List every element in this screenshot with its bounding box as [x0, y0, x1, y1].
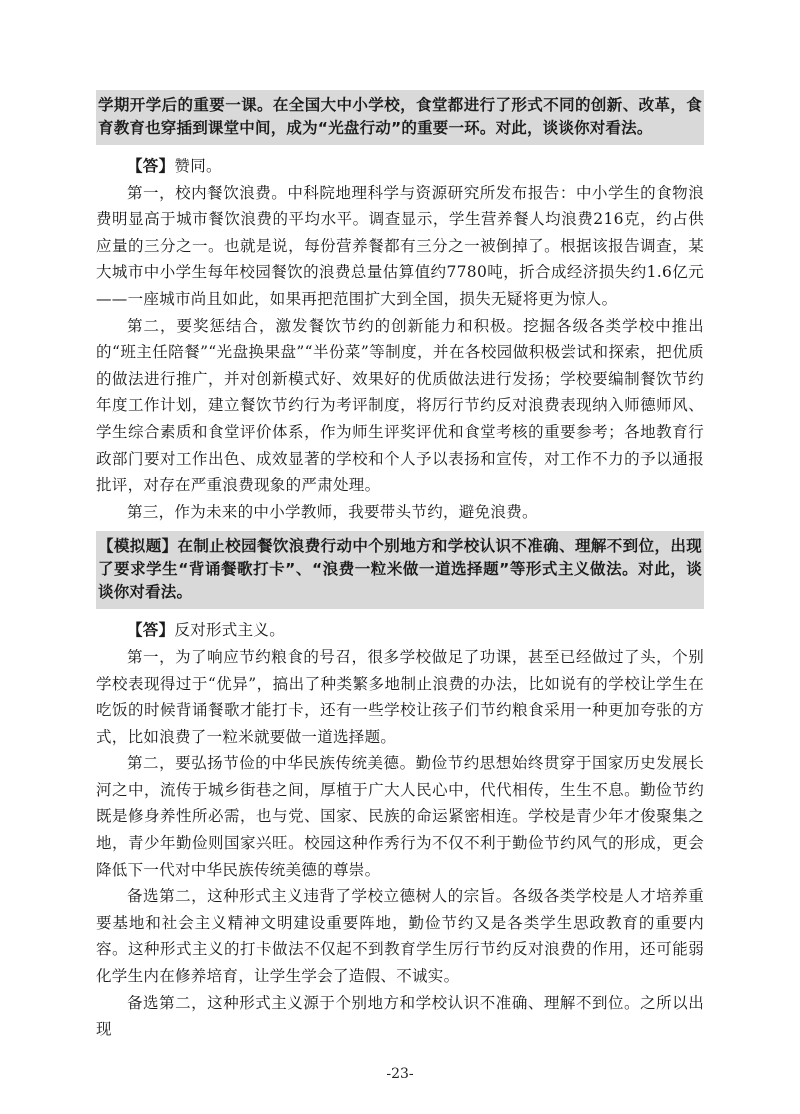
answer-2-stance: [96, 617, 704, 644]
answer-1-paragraph: 第三，作为未来的中小学教师，我要带头节约，避免浪费。: [127, 502, 538, 521]
page-number: -23-: [386, 1066, 414, 1082]
answer-1-paragraph: 第二，要奖惩结合，激发餐饮节约的创新能力和积极。挖掘各级各类学校中推出的“班主任陪餐”“光盘换果盘”“半份菜”等制度，并在各校园做积极尝试和探索，把优质的做法进行推广，并对创新模式好、效果好的优质做法进行发扬；学校要编制餐饮节约年度工作计划，建立餐饮节约行为考评制度，将厉行节约反对浪费表现纳入师德师风、学生综合素质和食堂评价体系，作为师生评奖评优和食堂考核的重要参考；各地教育行政部门要对工作出色、成效显著的学校和个人予以表扬和宣传，对工作不力的予以通报批评，对存在严重浪费现象的严肃处理。: [96, 316, 704, 495]
question-box-1: [96, 90, 704, 145]
answer-2-paragraph: 第一，为了响应节约粮食的号召，很多学校做足了功课，甚至已经做过了头，个别学校表现得过于“优异”，搞出了种类繁多地制止浪费的办法，比如说有的学校让学生在吃饭的时候背诵餐歌才能打卡，还有一些学校让孩子们节约粮食采用一种更加夸张的方式，比如浪费了一粒米就要做一道选择题。: [96, 647, 704, 746]
answer-2-paragraph: 备选第二，这种形式主义源于个别地方和学校认识不准确、理解不到位。之所以出现: [96, 993, 704, 1039]
answer-2-paragraph: 备选第二，这种形式主义违背了学校立德树人的宗旨。各级各类学校是人才培养重要基地和社会主义精神文明建设重要阵地，勤俭节约又是各类学生思政教育的重要内容。这种形式主义的打卡做法不仅起不到教育学生厉行节约反对浪费的作用，还可能弱化学生内在修养培育，让学生学会了造假、不诚实。: [96, 887, 704, 986]
question-2-tag: 【模拟题】: [98, 537, 178, 556]
answer-tag: 【答】: [127, 157, 175, 175]
answer-1-paragraph: 第一，校内餐饮浪费。中科院地理科学与资源研究所发布报告：中小学生的食物浪费明显高于城市餐饮浪费的平均水平。调查显示，学生营养餐人均浪费216克，约占供应量的三分之一。也就是说，每份营养餐都有三分之一被倒掉了。根据该报告调查，某大城市中小学生每年校园餐饮的浪费总量估算值约7780吨，折合成经济损失约1.6亿元——一座城市尚且如此，如果再把范围扩大到全国，损失无疑将更为惊人。: [96, 183, 704, 308]
document-page: [96, 90, 704, 1043]
answer-2-stance-text: 反对形式主义。: [174, 621, 286, 640]
answer-1-stance: [96, 153, 704, 180]
answer-tag: 【答】: [127, 621, 175, 640]
question-2-text: 在制止校园餐饮浪费行动中个别地方和学校认识不准确、理解不到位，出现了要求学生“背诵餐歌打卡”、“浪费一粒米做一道选择题”等形式主义做法。对此，谈谈你对看法。: [98, 537, 702, 602]
question-box-2: [96, 531, 704, 609]
answer-2-paragraph: 第二，要弘扬节俭的中华民族传统美德。勤俭节约思想始终贯穿于国家历史发展长河之中，流传于城乡街巷之间，厚植于广大人民心中，代代相传，生生不息。勤俭节约既是修身养性所必需，也与党、国家、民族的命运紧密相连。学校是青少年才俊聚集之地，青少年勤俭则国家兴旺。校园这种作秀行为不仅不利于勤俭节约风气的形成，更会降低下一代对中华民族传统美德的尊崇。: [96, 754, 704, 879]
answer-1-stance-text: 赞同。: [174, 157, 222, 175]
question-1-text: 学期开学后的重要一课。在全国大中小学校，食堂都进行了形式不同的创新、改革，食育教育也穿插到课堂中间，成为“光盘行动”的重要一环。对此，谈谈你对看法。: [98, 96, 702, 137]
